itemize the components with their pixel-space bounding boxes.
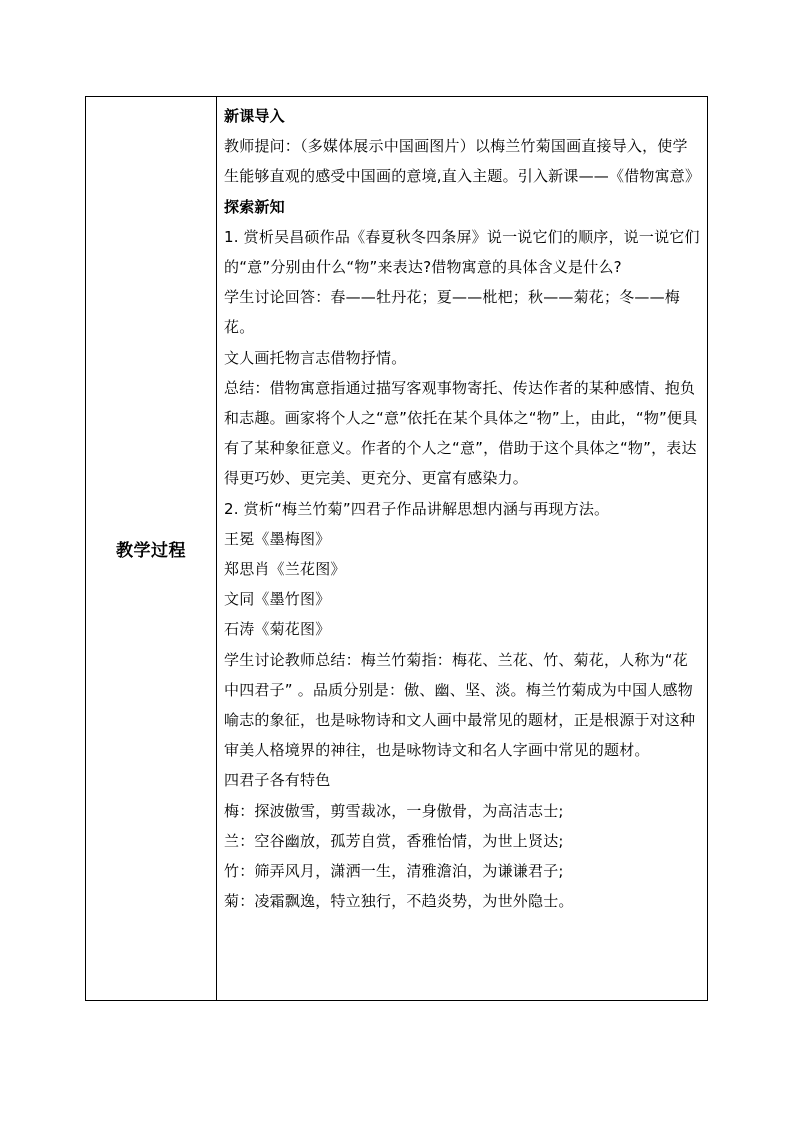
heading-explore: 探索新知: [224, 197, 285, 216]
content-cell: [217, 97, 707, 1000]
paragraph-literati: 文人画托物言志借物抒情。: [224, 348, 407, 367]
heading-new-lesson: 新课导入: [224, 107, 285, 125]
artwork-bamboo: 文同《墨竹图》: [224, 590, 331, 609]
label-cell: [86, 97, 217, 1000]
artwork-orchid: 郑思肖《兰花图》: [224, 560, 346, 579]
paragraph-discussion-summary: 学生讨论教师总结：梅兰竹菊指：梅花、兰花、竹、菊花，人称为“花中四君子” 。品质分别是：傲、幽、坚、淡。梅兰竹菊成为中国人感物喻志的象征，也是咏物诗和文人画中最常见的题材，正是根源于对这种审美人格境界的神往，也是咏物诗文和名人字画中常见的题材。: [224, 650, 696, 760]
paragraph-student-answer: 学生讨论回答：春——牡丹花；夏——枇杷；秋——菊花；冬——梅花。: [224, 288, 681, 337]
artwork-plum: 王冕《墨梅图》: [224, 529, 331, 548]
section-label: 教学过程: [116, 541, 186, 561]
feature-orchid: 兰：空谷幽放，孤芳自赏，香雅怡情，为世上贤达;: [224, 831, 564, 850]
paragraph-summary: 总结：借物寓意指通过描写客观事物寄托、传达作者的某种感情、抱负和志趣。画家将个人之“意”依托在某个具体之“物”上，由此，“物”便具有了某种象征意义。作者的个人之“意”，借助于这个具体之“物”，表达得更巧妙、更完美、更充分、更富有感染力。: [224, 378, 698, 488]
paragraph-intro: 教师提问：（多媒体展示中国画图片）以梅兰竹菊国画直接导入，使学生能够直观的感受中国画的意境,直入主题。引入新课——《借物寓意》: [224, 137, 701, 186]
feature-plum: 梅：探波傲雪，剪雪裁冰，一身傲骨，为高洁志士;: [224, 801, 564, 820]
feature-chrysanthemum: 菊：凌霜飘逸，特立独行，不趋炎势，为世外隐士。: [224, 892, 574, 911]
artwork-chrysanthemum: 石涛《菊花图》: [224, 620, 331, 639]
paragraph-question-2: 2. 赏析“梅兰竹菊”四君子作品讲解思想内涵与再现方法。: [224, 499, 610, 518]
paragraph-question-1: 1. 赏析吴昌硕作品《春夏秋冬四条屏》说一说它们的顺序，说一说它们的“意”分别由什么“物”来表达?借物寓意的具体含义是什么?: [224, 227, 700, 277]
feature-bamboo: 竹：筛弄风月，潇洒一生，清雅澹泊，为谦谦君子;: [224, 862, 564, 881]
paragraph-features-title: 四君子各有特色: [224, 771, 331, 790]
lesson-table: [85, 96, 708, 1001]
